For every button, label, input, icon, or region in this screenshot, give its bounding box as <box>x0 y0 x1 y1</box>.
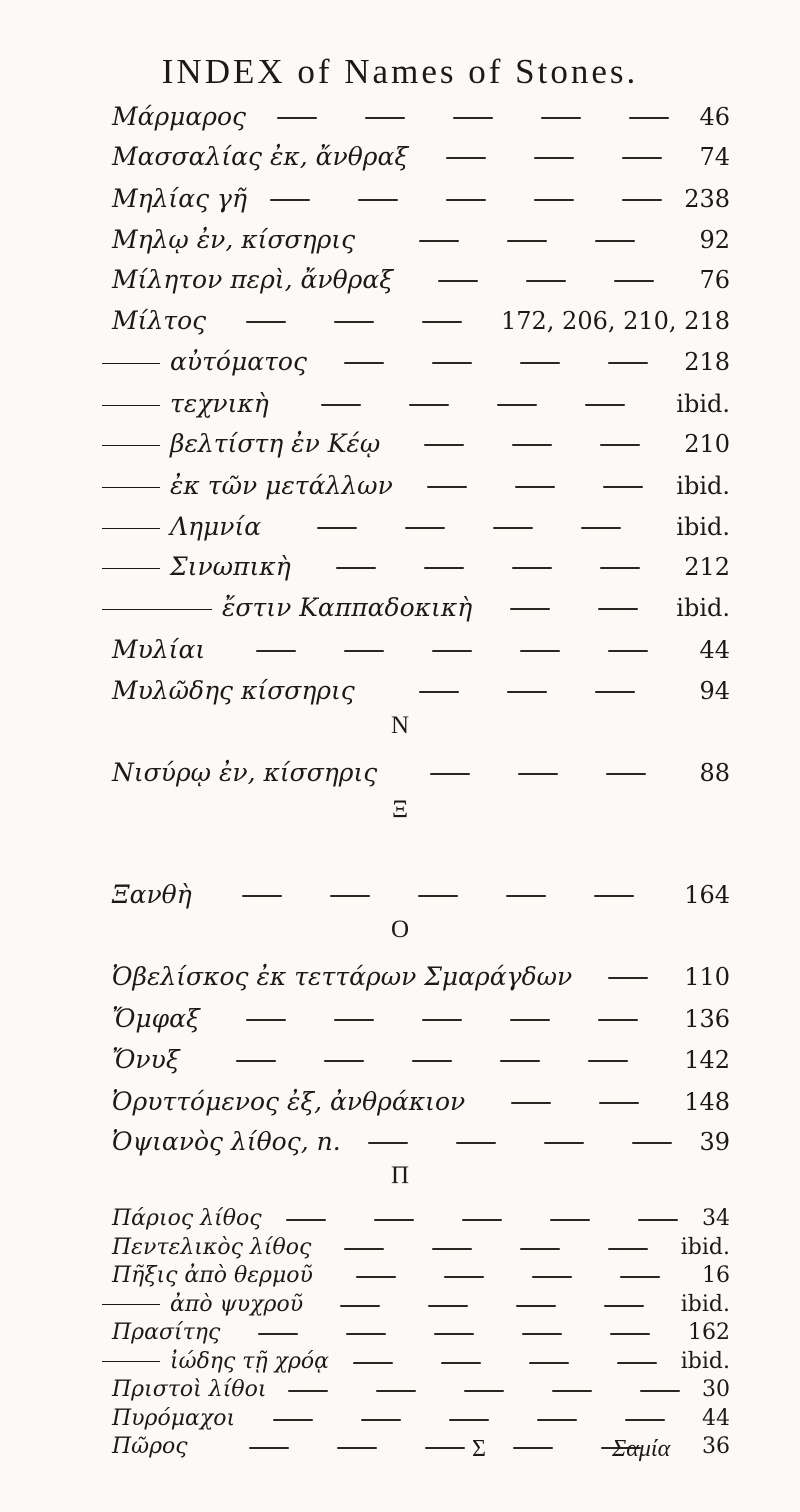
index-entry <box>0 467 800 505</box>
leader-dash <box>632 1142 672 1144</box>
entry-term <box>112 261 393 299</box>
leader-dash <box>344 362 384 364</box>
entry-term <box>112 958 572 996</box>
entry-page-number: ibid. <box>676 513 730 541</box>
entry-term-text: Ὀβελίσκος ἐκ τεττάρων Σμαράγδων <box>112 962 573 991</box>
index-entry <box>0 302 800 340</box>
leader-dash <box>409 404 449 406</box>
leader-dash <box>610 1333 650 1335</box>
leader-dash <box>361 1419 401 1421</box>
entry-term-text: Πεντελικὸς λίθος <box>112 1234 312 1260</box>
entry-term <box>102 589 472 627</box>
leader-dash <box>506 895 546 897</box>
entry-term-text: Ὄμφαξ <box>112 1004 200 1033</box>
leader-dash <box>376 1390 416 1392</box>
leader-dash <box>446 157 486 159</box>
entry-page-number: 46 <box>699 103 730 131</box>
leader-dash <box>581 527 621 529</box>
leader-dash <box>344 1248 384 1250</box>
leader-dash <box>594 895 634 897</box>
leader-dash <box>246 1019 286 1021</box>
leader-dash <box>497 404 537 406</box>
leader-dash <box>510 1019 550 1021</box>
index-entry <box>0 1319 800 1347</box>
leader-dash <box>422 321 462 323</box>
index-entry <box>0 1348 800 1376</box>
leader-dash <box>324 1060 364 1062</box>
entry-page-number: 148 <box>684 1088 730 1116</box>
leader-dash <box>595 240 635 242</box>
catchword: Σαμία <box>612 1436 671 1462</box>
signature-mark: Σ <box>472 1436 486 1462</box>
leader-dash <box>444 1276 484 1278</box>
entry-term <box>112 1234 311 1262</box>
leader-dash <box>598 608 638 610</box>
leader-dash <box>614 280 654 282</box>
entry-term-text: Ὄνυξ <box>112 1045 180 1074</box>
leader-dash <box>425 1447 465 1449</box>
entry-term-text: Νισύρῳ ἐν, κίσσηρις <box>112 758 378 787</box>
leader-dash <box>599 1102 639 1104</box>
leader-dash <box>438 280 478 282</box>
leader-dash <box>520 650 560 652</box>
leader-dash <box>640 1390 680 1392</box>
entry-term <box>112 1123 341 1161</box>
index-entry <box>0 876 800 914</box>
leader-dash <box>336 567 376 569</box>
leader-dash <box>534 199 574 201</box>
leader-dash <box>446 199 486 201</box>
ditto-dash <box>102 445 160 447</box>
entry-page-number: 162 <box>688 1320 730 1345</box>
entry-term-text: ἔστιν Καππαδοκικὴ <box>222 593 473 622</box>
leader-dash <box>512 567 552 569</box>
leader-dash <box>432 1248 472 1250</box>
entry-term <box>112 138 408 176</box>
entry-term-text: βελτίστη ἐν Κέῳ <box>170 429 381 458</box>
entry-term <box>112 98 246 136</box>
leader-dash <box>317 527 357 529</box>
entry-term-text: Μυλίαι <box>112 635 206 664</box>
entry-term <box>112 672 355 710</box>
entry-page-number: 218 <box>684 348 730 376</box>
entry-term <box>112 1041 180 1079</box>
page-header: INDEX of Names of Stones. <box>161 52 639 91</box>
leader-dash <box>625 1419 665 1421</box>
index-entry <box>0 1000 800 1038</box>
index-entry <box>0 1291 800 1319</box>
leader-dash <box>346 1333 386 1335</box>
index-entry <box>0 754 800 792</box>
index-entry <box>0 548 800 586</box>
entry-term-text: Μασσαλίας ἐκ, ἄνθραξ <box>112 142 409 171</box>
leader-dash <box>515 486 555 488</box>
entry-page-number: 210 <box>684 430 730 458</box>
leader-dash <box>432 650 472 652</box>
ditto-dash <box>102 405 160 407</box>
index-entry <box>0 631 800 669</box>
leader-dash <box>337 1447 377 1449</box>
leader-dash <box>249 1447 289 1449</box>
leader-dash <box>321 404 361 406</box>
leader-dash <box>422 1019 462 1021</box>
leader-dash <box>544 1142 584 1144</box>
leader-dash <box>522 1333 562 1335</box>
entry-page-number: ibid. <box>680 1234 730 1260</box>
leader-dash <box>585 404 625 406</box>
entry-term <box>102 508 261 546</box>
index-entry <box>0 1433 800 1461</box>
leader-dash <box>434 1333 474 1335</box>
leader-dash <box>529 1362 569 1364</box>
leader-dash <box>622 157 662 159</box>
leader-dash <box>356 1276 396 1278</box>
leader-dash <box>427 486 467 488</box>
leader-dash <box>608 977 648 979</box>
entry-page-number: ibid. <box>680 1291 730 1317</box>
leader-dash <box>344 650 384 652</box>
entry-term-text: Μάρμαρος <box>112 102 247 131</box>
index-entry <box>0 1234 800 1262</box>
entry-term-text: Πάριος λίθος <box>112 1206 262 1231</box>
leader-dash <box>256 650 296 652</box>
leader-dash <box>374 1219 414 1221</box>
leader-dash <box>258 1333 298 1335</box>
entry-term <box>102 425 380 463</box>
entry-term <box>102 467 393 505</box>
leader-dash <box>419 691 459 693</box>
leader-dash <box>518 773 558 775</box>
entry-term <box>112 1405 235 1433</box>
entry-term <box>112 180 247 218</box>
ditto-dash <box>102 568 160 570</box>
leader-dash <box>532 1276 572 1278</box>
entry-page-number: ibid. <box>676 472 730 500</box>
entry-page-number: ibid. <box>680 1348 730 1374</box>
entry-term-text: τεχνικὴ <box>170 389 269 418</box>
ditto-dash <box>102 363 160 365</box>
entry-term <box>112 221 355 259</box>
entry-term <box>112 1319 220 1347</box>
entry-page-number: 172, 206, 210, 218 <box>500 307 730 335</box>
leader-dash <box>419 240 459 242</box>
ditto-dash <box>102 487 160 489</box>
entry-term-text: Μυλῶδης κίσσηρις <box>112 676 355 705</box>
leader-dash <box>520 362 560 364</box>
leader-dash <box>330 895 370 897</box>
entry-page-number: 238 <box>684 185 730 213</box>
entry-term-text: Μίλτος <box>112 306 207 335</box>
entry-term-text: Μηλίας γῆ <box>112 184 247 213</box>
entry-term <box>102 548 291 586</box>
entry-page-number: 76 <box>699 266 730 294</box>
entry-term <box>112 302 206 340</box>
ditto-dash <box>102 1304 160 1306</box>
entry-page-number: 44 <box>699 636 730 664</box>
entry-page-number: 74 <box>699 143 730 171</box>
leader-dash <box>550 1219 590 1221</box>
entry-page-number: 39 <box>699 1128 730 1156</box>
entry-page-number: 88 <box>699 759 730 787</box>
index-entry <box>0 1083 800 1121</box>
entry-term <box>112 1433 188 1461</box>
entry-term-text: Ὀρυττόμενος ἐξ, ἀνθράκιον <box>112 1087 466 1116</box>
leader-dash <box>288 1390 328 1392</box>
index-entry <box>0 221 800 259</box>
entry-page-number: 16 <box>702 1263 730 1288</box>
leader-dash <box>541 117 581 119</box>
entry-term-text: αὐτόματος <box>170 347 307 376</box>
leader-dash <box>493 527 533 529</box>
leader-dash <box>598 1019 638 1021</box>
leader-dash <box>520 1248 560 1250</box>
entry-term-text: Πῶρος <box>112 1434 188 1459</box>
leader-dash <box>334 321 374 323</box>
leader-dash <box>368 1142 408 1144</box>
entry-page-number: 164 <box>684 881 730 909</box>
leader-dash <box>358 199 398 201</box>
entry-term-text: ἰώδης τῇ χρόᾳ <box>170 1348 330 1374</box>
leader-dash <box>534 157 574 159</box>
leader-dash <box>334 1019 374 1021</box>
leader-dash <box>620 1276 660 1278</box>
leader-dash <box>286 1219 326 1221</box>
index-entry <box>0 138 800 176</box>
leader-dash <box>365 117 405 119</box>
leader-dash <box>512 444 552 446</box>
index-entry <box>0 1205 800 1233</box>
leader-dash <box>353 1362 393 1364</box>
leader-dash <box>236 1060 276 1062</box>
leader-dash <box>462 1219 502 1221</box>
leader-dash <box>638 1219 678 1221</box>
entry-term-text: Μηλῳ ἐν, κίσσηρις <box>112 225 356 254</box>
entry-page-number: ibid. <box>676 390 730 418</box>
section-letter: Ξ <box>391 796 409 823</box>
leader-dash <box>424 567 464 569</box>
leader-dash <box>242 895 282 897</box>
leader-dash <box>608 1248 648 1250</box>
section-letter: O <box>390 916 410 943</box>
leader-dash <box>629 117 669 119</box>
section-letter: N <box>390 712 410 739</box>
leader-dash <box>424 444 464 446</box>
entry-term <box>112 1262 313 1290</box>
index-entry <box>0 672 800 710</box>
entry-term-text: Πρασίτης <box>112 1320 221 1345</box>
leader-dash <box>500 1060 540 1062</box>
entry-term-text: Μίλητον περὶ, ἄνθραξ <box>112 265 393 294</box>
index-entry <box>0 343 800 381</box>
entry-term-text: ἐκ τῶν μετάλλων <box>170 471 393 500</box>
index-entry <box>0 1376 800 1404</box>
leader-dash <box>453 117 493 119</box>
index-entry <box>0 1041 800 1079</box>
leader-dash <box>412 1060 452 1062</box>
leader-dash <box>617 1362 657 1364</box>
leader-dash <box>608 650 648 652</box>
entry-page-number: 136 <box>684 1005 730 1033</box>
entry-term-text: Σινωπικὴ <box>170 552 291 581</box>
entry-page-number: 92 <box>699 226 730 254</box>
entry-term <box>112 754 377 792</box>
leader-dash <box>604 1305 644 1307</box>
entry-term-text: Ὀψιανὸς λίθος, n. <box>112 1127 341 1156</box>
leader-dash <box>270 199 310 201</box>
entry-page-number: ibid. <box>676 594 730 622</box>
entry-term <box>112 1000 200 1038</box>
leader-dash <box>464 1390 504 1392</box>
index-entry <box>0 958 800 996</box>
entry-term <box>112 1376 266 1404</box>
leader-dash <box>526 280 566 282</box>
leader-dash <box>428 1305 468 1307</box>
index-entry <box>0 508 800 546</box>
section-letter: Π <box>390 1162 410 1189</box>
entry-term <box>112 876 192 914</box>
leader-dash <box>603 486 643 488</box>
index-entry <box>0 1405 800 1433</box>
leader-dash <box>588 1060 628 1062</box>
leader-dash <box>510 608 550 610</box>
index-entry <box>0 261 800 299</box>
entry-page-number: 142 <box>684 1046 730 1074</box>
entry-page-number: 36 <box>702 1434 730 1459</box>
entry-page-number: 34 <box>702 1206 730 1231</box>
entry-term <box>102 1348 329 1376</box>
leader-dash <box>608 362 648 364</box>
leader-dash <box>507 240 547 242</box>
leader-dash <box>273 1419 313 1421</box>
index-entry <box>0 425 800 463</box>
leader-dash <box>405 527 445 529</box>
leader-dash <box>432 362 472 364</box>
leader-dash <box>511 1102 551 1104</box>
leader-dash <box>537 1419 577 1421</box>
entry-page-number: 30 <box>702 1377 730 1402</box>
entry-term <box>112 1205 262 1233</box>
entry-term-text: Λημνία <box>170 512 262 541</box>
leader-dash <box>552 1390 592 1392</box>
leader-dash <box>507 691 547 693</box>
entry-term <box>102 1291 303 1319</box>
ditto-dash <box>102 609 212 611</box>
leader-dash <box>246 321 286 323</box>
entry-term-text: ἀπὸ ψυχροῦ <box>170 1291 304 1317</box>
leader-dash <box>430 773 470 775</box>
leader-dash <box>595 691 635 693</box>
entry-page-number: 212 <box>684 553 730 581</box>
entry-term-text: Πριστοὶ λίθοι <box>112 1377 267 1402</box>
ditto-dash <box>102 528 160 530</box>
leader-dash <box>516 1305 556 1307</box>
index-entry <box>0 1123 800 1161</box>
leader-dash <box>449 1419 489 1421</box>
entry-term <box>112 631 205 669</box>
entry-term-text: Πῆξις ἀπὸ θερμοῦ <box>112 1263 313 1288</box>
leader-dash <box>600 567 640 569</box>
leader-dash <box>277 117 317 119</box>
entry-term <box>102 343 307 381</box>
leader-dash <box>600 444 640 446</box>
index-entry <box>0 589 800 627</box>
index-entry <box>0 385 800 423</box>
leader-dash <box>456 1142 496 1144</box>
entry-page-number: 110 <box>684 963 730 991</box>
entry-term <box>112 1083 465 1121</box>
index-entry <box>0 98 800 136</box>
entry-term-text: Πυρόμαχοι <box>112 1405 236 1431</box>
ditto-dash <box>102 1361 160 1363</box>
index-entry <box>0 180 800 218</box>
entry-page-number: 44 <box>702 1405 730 1431</box>
entry-page-number: 94 <box>699 677 730 705</box>
leader-dash <box>340 1305 380 1307</box>
index-entry <box>0 1262 800 1290</box>
leader-dash <box>513 1447 553 1449</box>
leader-dash <box>622 199 662 201</box>
leader-dash <box>418 895 458 897</box>
leader-dash <box>441 1362 481 1364</box>
entry-term-text: Ξανθὴ <box>112 880 192 909</box>
leader-dash <box>606 773 646 775</box>
entry-term <box>102 385 269 423</box>
